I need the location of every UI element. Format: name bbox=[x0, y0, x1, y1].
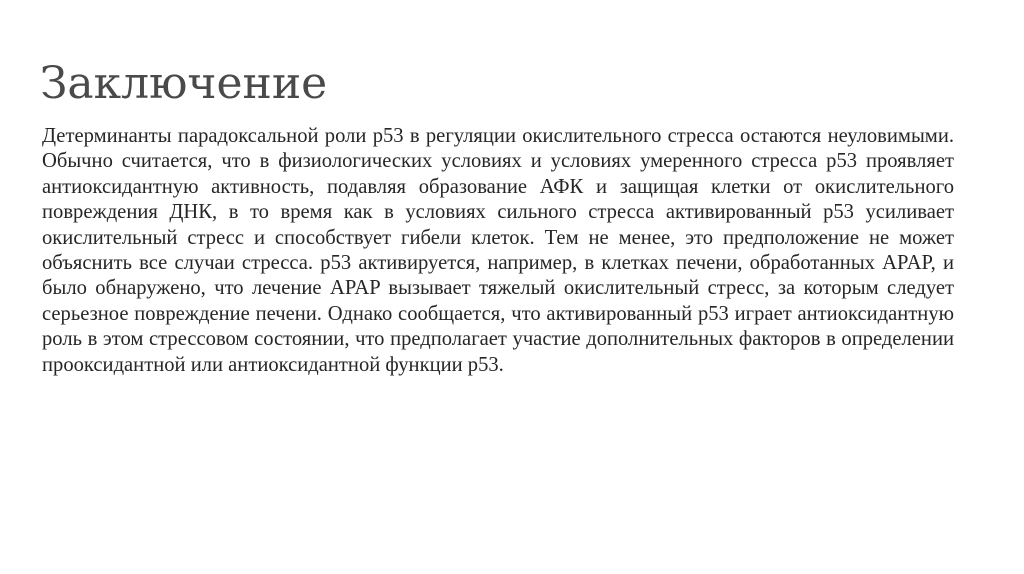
slide-body-text: Детерминанты парадоксальной роли p53 в регуляции окислительного стресса остаются неуловимыми. Обычно считается, что в физиологических условиях и условиях умеренного стресса p53 проявляет антиоксидантную активность, подавляя образование АФК и защищая клетки от окислительного повреждения ДНК, в то время как в условиях сильного стресса активированный p53 усиливает окислительный стресс и способствует гибели клеток. Тем не менее, это предположение не может объяснить все случаи стресса. p53 активируется, например, в клетках печени, обработанных APAP, и было обнаружено, что лечение APAP вызывает тяжелый окислительный стресс, за которым следует серьезное повреждение печени. Однако сообщается, что активированный p53 играет антиоксидантную роль в этом стрессовом состоянии, что предполагает участие дополнительных факторов в определении прооксидантной или антиоксидантной функции p53. bbox=[42, 125, 954, 376]
slide-title: Заключение bbox=[40, 58, 328, 109]
